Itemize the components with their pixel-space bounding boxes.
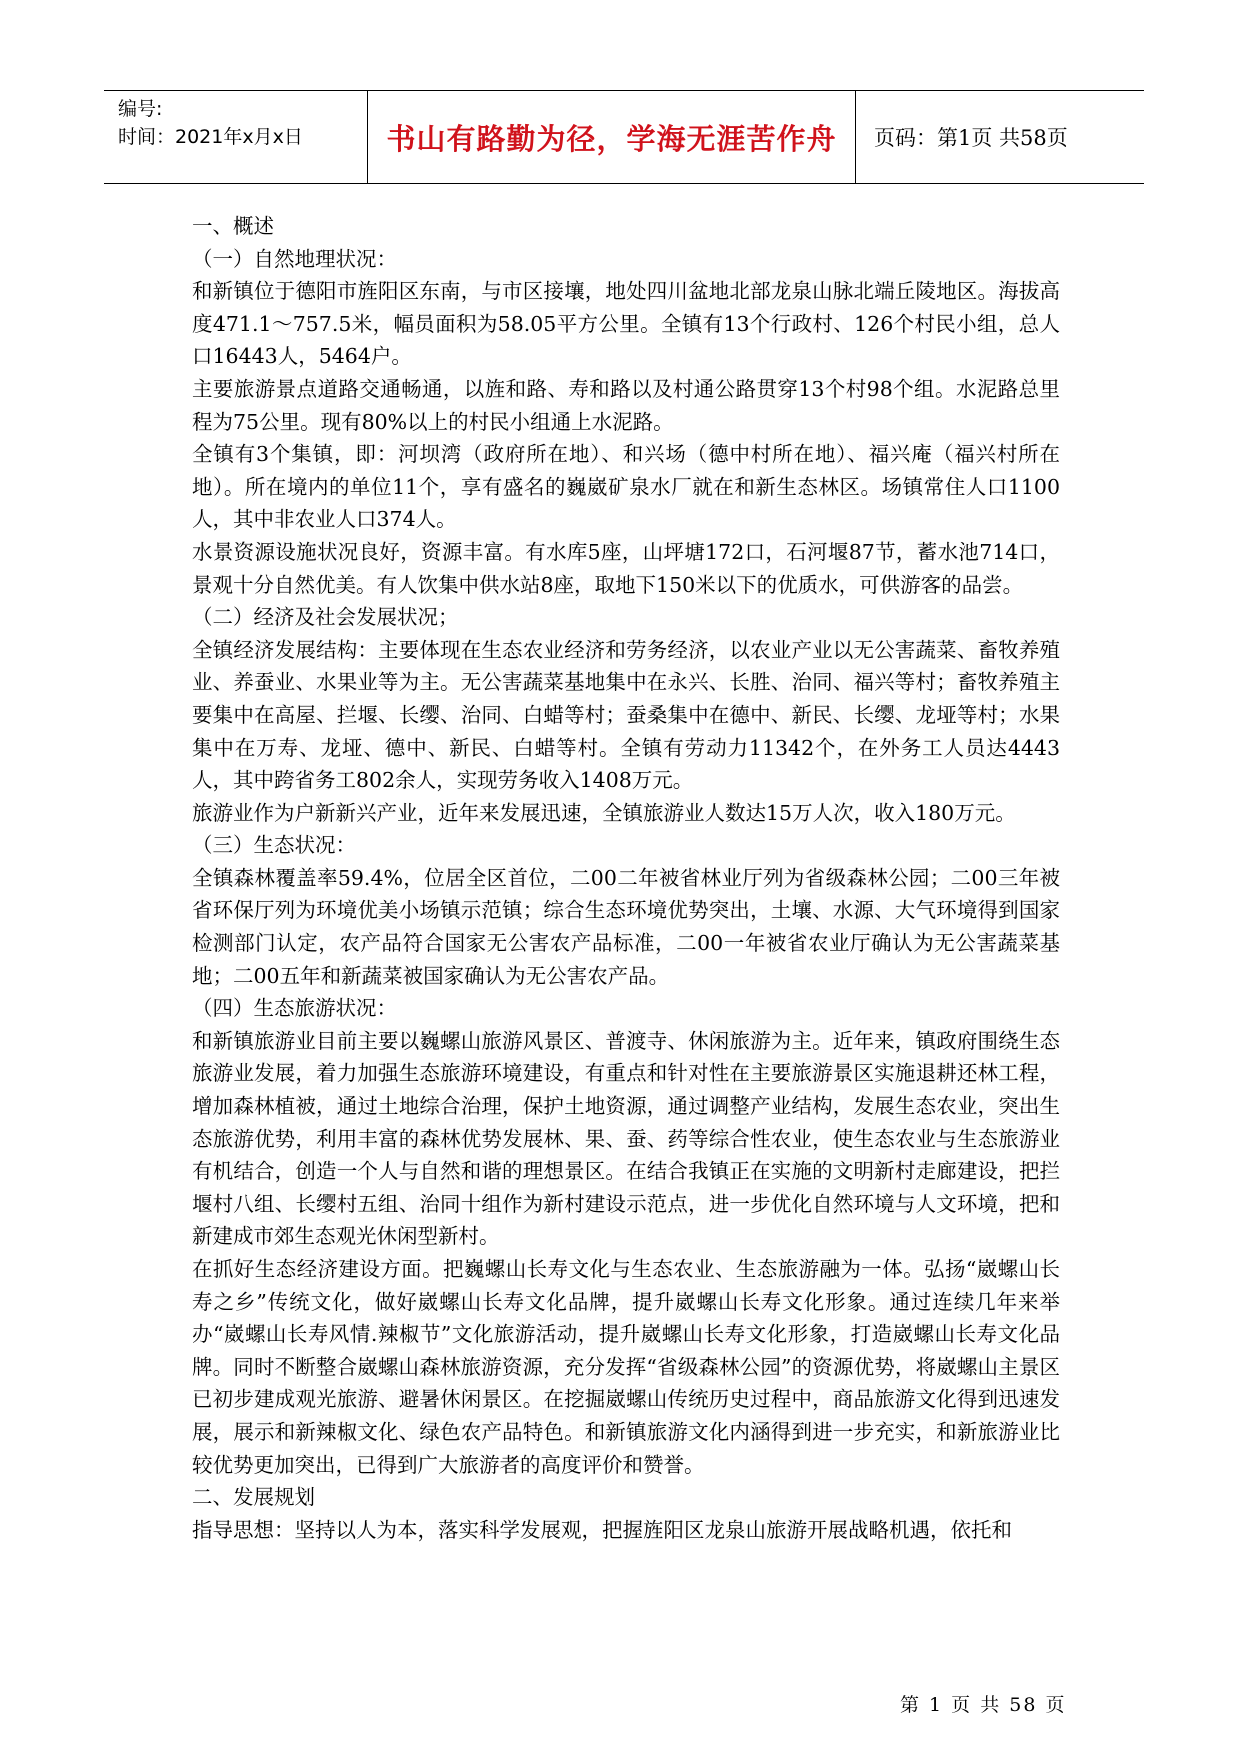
paragraph-forest-coverage: 全镇森林覆盖率59.4%，位居全区首位，二00二年被省林业厅列为省级森林公园；二00三年被省环保厅列为环境优美小场镇示范镇；综合生态环境优势突出，土壤、水源、大气环境得到国家检测部门认定，农产品符合国家无公害农产品标准，二00一年被省农业厅确认为无公害蔬菜基地；二00五年和新蔬菜被国家确认为无公害农产品。	[192, 865, 1060, 988]
paragraph-eco-tourism: 和新镇旅游业目前主要以巍螺山旅游风景区、普渡寺、休闲旅游为主。近年来，镇政府围绕生态旅游业发展，着力加强生态旅游环境建设，有重点和针对性在主要旅游景区实施退耕还林工程，增加森林植被，通过土地综合治理，保护土地资源，通过调整产业结构，发展生态农业，突出生态旅游优势，利用丰富的森林优势发展林、果、蚕、药等综合性农业，使生态农业与生态旅游业有机结合，创造一个人与自然和谐的理想景区。在结合我镇正在实施的文明新村走廊建设，把拦堰村八组、长缨村五组、治同十组作为新村建设示范点，进一步优化自然环境与人文环境，把和新建成市郊生态观光休闲型新村。	[192, 1028, 1060, 1249]
section-heading-overview: 一、概述	[192, 214, 274, 238]
paragraph-culture: 在抓好生态经济建设方面。把巍螺山长寿文化与生态农业、生态旅游融为一体。弘扬“崴螺山长寿之乡”传统文化，做好崴螺山长寿文化品牌，提升崴螺山长寿文化形象。通过连续几年来举办“崴螺山长寿风情.辣椒节”文化旅游活动，提升崴螺山长寿文化形象，打造崴螺山长寿文化品牌。同时不断整合崴螺山森林旅游资源，充分发挥“省级森林公园”的资源优势，将崴螺山主景区已初步建成观光旅游、避暑休闲景区。在挖掘崴螺山传统历史过程中，商品旅游文化得到迅速发展，展示和新辣椒文化、绿色农产品特色。和新镇旅游文化内涵得到进一步充实，和新旅游业比较优势更加突出，已得到广大旅游者的高度评价和赞誉。	[192, 1257, 1060, 1477]
document-time-label: 时间：2021年x月x日	[118, 126, 303, 148]
subsection-heading-economy: （二）经济及社会发展状况；	[192, 605, 459, 630]
section-heading-planning: 二、发展规划	[192, 1485, 315, 1510]
subsection-heading-geography: （一）自然地理状况：	[192, 246, 397, 271]
paragraph-towns: 全镇有3个集镇，即：河坝湾（政府所在地）、和兴场（德中村所在地）、福兴庵（福兴村所在地）。所在境内的单位11个，享有盛名的巍崴矿泉水厂就在和新生态林区。场镇常住人口1100人，其中非农业人口374人。	[192, 442, 1060, 532]
page-footer	[900, 1690, 1066, 1717]
paragraph-location: 和新镇位于德阳市旌阳区东南，与市区接壤，地处四川盆地北部龙泉山脉北端丘陵地区。海拔高度471.1～757.5米，幅员面积为58.05平方公里。全镇有13个行政村、126个村民小组，总人口16443人，5464户。	[192, 279, 1060, 369]
header-motto: 书山有路勤为径，学海无涯苦作舟	[386, 121, 837, 156]
header-motto-cell	[368, 91, 856, 183]
paragraph-economy-structure: 全镇经济发展结构：主要体现在生态农业经济和劳务经济，以农业产业以无公害蔬菜、畜牧养殖业、养蚕业、水果业等为主。无公害蔬菜基地集中在永兴、长胜、治同、福兴等村；畜牧养殖主要集中在高屋、拦堰、长缨、治同、白蜡等村；蚕桑集中在德中、新民、长缨、龙垭等村；水果集中在万寿、龙垭、德中、新民、白蜡等村。全镇有劳动力11342个，在外务工人员达4443人，其中跨省务工802余人，实现劳务收入1408万元。	[192, 637, 1060, 793]
paragraph-water: 水景资源设施状况良好，资源丰富。有水库5座，山坪塘172口，石河堰87节，蓄水池714口，景观十分自然优美。有人饮集中供水站8座，取地下150米以下的优质水，可供游客的品尝。	[192, 539, 1060, 597]
header-page-cell	[856, 91, 1144, 183]
footer-page-label: 第 1 页 共 58 页	[900, 1694, 1067, 1716]
document-number-label: 编号:	[118, 98, 163, 120]
subsection-heading-ecology: （三）生态状况：	[192, 833, 356, 858]
subsection-heading-eco-tourism: （四）生态旅游状况：	[192, 996, 397, 1021]
document-body	[192, 210, 1060, 1546]
paragraph-transport: 主要旅游景点道路交通畅通，以旌和路、寿和路以及村通公路贯穿13个村98个组。水泥路总里程为75公里。现有80%以上的村民小组通上水泥路。	[192, 376, 1060, 434]
page-header	[104, 90, 1144, 184]
header-meta-cell	[104, 91, 368, 183]
header-page-label: 页码：第1页 共58页	[874, 126, 1068, 150]
paragraph-guiding-thought: 指导思想：坚持以人为本，落实科学发展观，把握旌阳区龙泉山旅游开展战略机遇，依托和	[192, 1517, 1012, 1542]
paragraph-tourism-industry: 旅游业作为户新新兴产业，近年来发展迅速，全镇旅游业人数达15万人次，收入180万元。	[192, 800, 1016, 825]
